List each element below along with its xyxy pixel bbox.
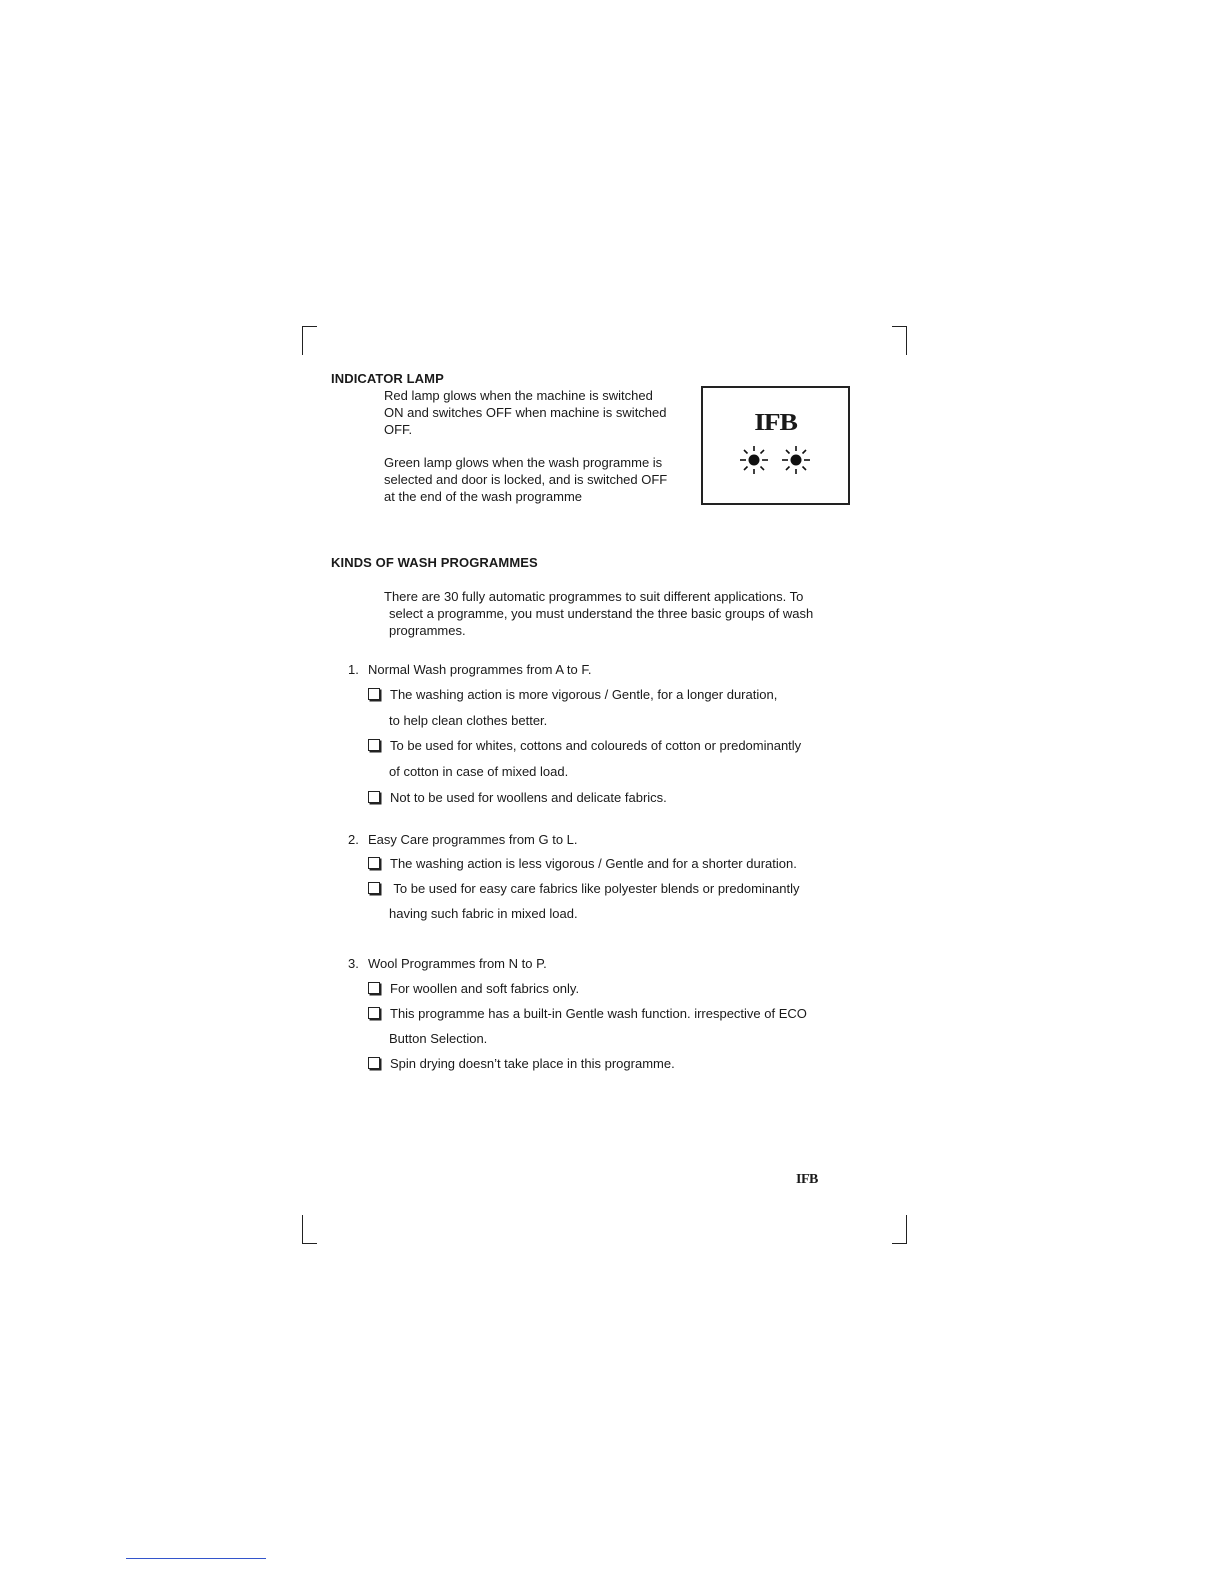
checkbox-bullet-icon: [368, 739, 380, 751]
green-lamp-icon: [778, 442, 814, 478]
checkbox-bullet-icon: [368, 1057, 380, 1069]
bullet-text: The washing action is less vigorous / Gentle and for a shorter duration.: [390, 856, 797, 871]
bullet-continuation: to help clean clothes better.: [389, 713, 548, 728]
crop-mark-bottom-left: [302, 1215, 317, 1244]
bullet-item: [368, 738, 801, 753]
checkbox-bullet-icon: [368, 982, 380, 994]
bullet-item: [368, 981, 579, 996]
bullet-item: [368, 687, 777, 702]
bullet-text: Not to be used for woollens and delicate fabrics.: [390, 790, 667, 805]
bullet-text: Spin drying doesn’t take place in this programme.: [390, 1056, 675, 1071]
bullet-item: [368, 1056, 675, 1071]
group-title-text: Easy Care programmes from G to L.: [368, 832, 578, 847]
checkbox-bullet-icon: [368, 688, 380, 700]
text-line: There are 30 fully automatic programmes to suit different applications. To: [384, 589, 804, 604]
text-line: OFF.: [384, 422, 413, 437]
crop-mark-top-right: [892, 326, 907, 355]
checkbox-bullet-icon: [368, 791, 380, 803]
group-title-text: Wool Programmes from N to P.: [368, 956, 547, 971]
text-line: selected and door is locked, and is switched OFF: [384, 472, 668, 487]
text-line: at the end of the wash programme: [384, 489, 583, 504]
checkbox-bullet-icon: [368, 882, 380, 894]
bullet-item: [368, 856, 797, 871]
text-line: programmes.: [389, 623, 466, 638]
group-2-title: [348, 832, 578, 847]
bullet-item: [368, 1006, 807, 1021]
group-title-text: Normal Wash programmes from A to F.: [368, 662, 592, 677]
bullet-text: To be used for easy care fabrics like polyester blends or predominantly: [390, 881, 800, 896]
text-line: Green lamp glows when the wash programme is: [384, 455, 663, 470]
text-line: select a programme, you must understand the three basic groups of wash: [389, 606, 814, 621]
text-line: Red lamp glows when the machine is switched: [384, 388, 653, 403]
checkbox-bullet-icon: [368, 857, 380, 869]
footer-ifb-logo: IFB: [796, 1172, 818, 1187]
kinds-intro: [384, 588, 813, 639]
list-number: 1.: [348, 662, 359, 677]
ifb-logo: IFB: [754, 410, 797, 436]
green-lamp-description: [384, 454, 667, 505]
list-number: 3.: [348, 956, 359, 971]
bullet-continuation: having such fabric in mixed load.: [389, 906, 578, 921]
bullet-text: The washing action is more vigorous / Gentle, for a longer duration,: [390, 687, 778, 702]
indicator-panel-illustration: [701, 386, 850, 505]
indicator-lamp-heading: INDICATOR LAMP: [331, 371, 444, 386]
red-lamp-description: [384, 387, 667, 438]
red-lamp-icon: [736, 442, 772, 478]
bullet-item: [368, 881, 799, 896]
footnote-rule: [126, 1558, 266, 1559]
bullet-continuation: Button Selection.: [389, 1031, 488, 1046]
list-number: 2.: [348, 832, 359, 847]
kinds-heading: KINDS OF WASH PROGRAMMES: [331, 555, 538, 570]
crop-mark-bottom-right: [892, 1215, 907, 1244]
checkbox-bullet-icon: [368, 1007, 380, 1019]
text-line: ON and switches OFF when machine is switched: [384, 405, 667, 420]
bullet-text: For woollen and soft fabrics only.: [390, 981, 580, 996]
bullet-text: This programme has a built-in Gentle wash function. irrespective of ECO: [390, 1006, 807, 1021]
bullet-item: [368, 790, 667, 805]
bullet-text: To be used for whites, cottons and coloureds of cotton or predominantly: [390, 738, 802, 753]
group-3-title: [348, 956, 547, 971]
bullet-continuation: of cotton in case of mixed load.: [389, 764, 569, 779]
crop-mark-top-left: [302, 326, 317, 355]
group-1-title: [348, 662, 591, 677]
